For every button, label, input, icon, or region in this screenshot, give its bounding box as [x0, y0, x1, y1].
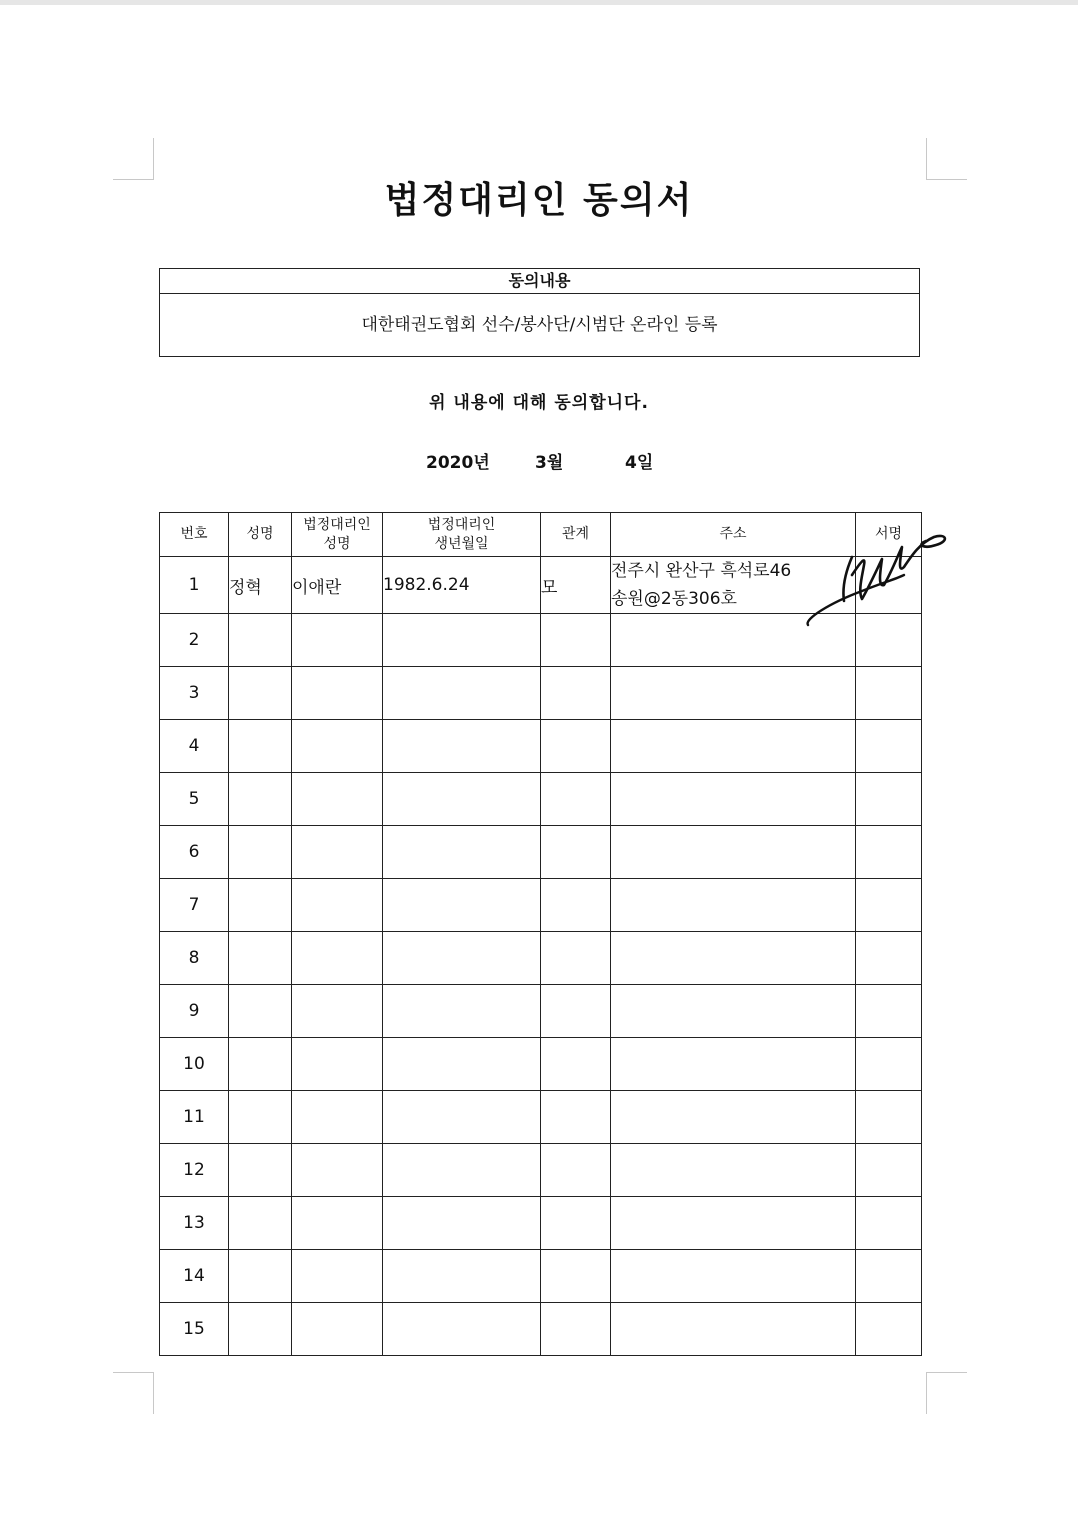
- cell-signature: [856, 1091, 922, 1144]
- cell-name: [229, 667, 292, 720]
- guardian-table: [159, 512, 922, 1356]
- cell-name: [229, 1303, 292, 1356]
- header-guardian-birth-line1: 법정대리인: [427, 516, 496, 533]
- consent-box: [159, 268, 920, 357]
- cell-address: [611, 826, 856, 879]
- header-address: 주소: [611, 513, 856, 557]
- document-title: 법정대리인 동의서: [384, 180, 694, 221]
- cell-signature: [856, 1144, 922, 1197]
- table-row: [160, 1038, 922, 1091]
- cell-guardian-birth: [383, 1197, 541, 1250]
- agreement-statement: 위 내용에 대해 동의합니다.: [429, 393, 649, 413]
- header-guardian-name: [292, 513, 383, 557]
- cell-no: 9: [160, 985, 229, 1038]
- table-row: [160, 773, 922, 826]
- crop-mark-bottom-left-h: [113, 1372, 154, 1373]
- cell-guardian-name: [292, 1091, 383, 1144]
- cell-address: [611, 1303, 856, 1356]
- cell-address: [611, 879, 856, 932]
- cell-guardian-birth: [383, 667, 541, 720]
- table-row: [160, 667, 922, 720]
- cell-no: 5: [160, 773, 229, 826]
- cell-no: 3: [160, 667, 229, 720]
- cell-name: [229, 614, 292, 667]
- cell-guardian-name: [292, 985, 383, 1038]
- cell-relation: [541, 1303, 611, 1356]
- cell-relation: [541, 826, 611, 879]
- crop-mark-bottom-right-v: [926, 1372, 927, 1414]
- cell-guardian-name: [292, 614, 383, 667]
- cell-guardian-birth: [383, 985, 541, 1038]
- cell-guardian-name: [292, 1303, 383, 1356]
- cell-guardian-birth: [383, 826, 541, 879]
- cell-guardian-birth: [383, 932, 541, 985]
- cell-guardian-name: [292, 1038, 383, 1091]
- cell-address: [611, 1091, 856, 1144]
- cell-relation: [541, 1144, 611, 1197]
- cell-relation: [541, 1091, 611, 1144]
- cell-address: [611, 773, 856, 826]
- cell-guardian-birth: [383, 1144, 541, 1197]
- cell-no: 4: [160, 720, 229, 773]
- cell-guardian-name: [292, 1144, 383, 1197]
- cell-guardian-birth: [383, 879, 541, 932]
- header-name: 성명: [229, 513, 292, 557]
- cell-no: 6: [160, 826, 229, 879]
- cell-signature: [856, 879, 922, 932]
- cell-relation: [541, 879, 611, 932]
- cell-address: [611, 1197, 856, 1250]
- cell-no: 12: [160, 1144, 229, 1197]
- cell-guardian-name: [292, 667, 383, 720]
- cell-guardian-name: [292, 773, 383, 826]
- handwritten-signature: [800, 515, 950, 630]
- date-year: 2020년: [426, 453, 490, 473]
- cell-guardian-birth: [383, 1038, 541, 1091]
- cell-signature: [856, 1250, 922, 1303]
- date-month: 3월: [535, 453, 564, 473]
- cell-guardian-name: [292, 932, 383, 985]
- cell-signature: [856, 1303, 922, 1356]
- cell-relation: [541, 1250, 611, 1303]
- cell-address: [611, 1144, 856, 1197]
- cell-guardian-birth: [383, 614, 541, 667]
- cell-name: [229, 1250, 292, 1303]
- cell-guardian-birth: 1982.6.24: [383, 557, 541, 614]
- cell-no: 10: [160, 1038, 229, 1091]
- header-signature: 서명: [856, 513, 922, 557]
- table-row: [160, 826, 922, 879]
- cell-name: [229, 932, 292, 985]
- table-row: [160, 720, 922, 773]
- cell-name: [229, 773, 292, 826]
- cell-no: 2: [160, 614, 229, 667]
- cell-address: [611, 667, 856, 720]
- cell-relation: [541, 667, 611, 720]
- cell-guardian-name: 이애란: [292, 557, 383, 614]
- cell-guardian-name: [292, 720, 383, 773]
- cell-name: 정혁: [229, 557, 292, 614]
- cell-name: [229, 1144, 292, 1197]
- cell-relation: 모: [541, 557, 611, 614]
- header-guardian-birth: [383, 513, 541, 557]
- cell-relation: [541, 1197, 611, 1250]
- cell-guardian-birth: [383, 1091, 541, 1144]
- cell-relation: [541, 720, 611, 773]
- cell-name: [229, 879, 292, 932]
- consent-header: 동의내용: [160, 269, 919, 294]
- cell-relation: [541, 932, 611, 985]
- address-line: 송원@2동306호: [611, 589, 737, 609]
- cell-relation: [541, 773, 611, 826]
- cell-signature: [856, 826, 922, 879]
- cell-address: [611, 1250, 856, 1303]
- cell-name: [229, 985, 292, 1038]
- cell-no: 1: [160, 557, 229, 614]
- table-row: [160, 932, 922, 985]
- cell-guardian-name: [292, 1197, 383, 1250]
- header-relation: 관계: [541, 513, 611, 557]
- cell-name: [229, 1197, 292, 1250]
- cell-guardian-birth: [383, 1303, 541, 1356]
- header-no: 번호: [160, 513, 229, 557]
- cell-no: 11: [160, 1091, 229, 1144]
- cell-name: [229, 1038, 292, 1091]
- table-row: [160, 1144, 922, 1197]
- date-day: 4일: [625, 453, 654, 473]
- cell-guardian-birth: [383, 773, 541, 826]
- header-guardian-name-line2: 성명: [323, 535, 351, 552]
- crop-mark-bottom-left-v: [153, 1372, 154, 1414]
- table-row: [160, 1303, 922, 1356]
- cell-address: [611, 932, 856, 985]
- table-row: [160, 1250, 922, 1303]
- cell-address: [611, 1038, 856, 1091]
- cell-name: [229, 1091, 292, 1144]
- cell-signature: [856, 667, 922, 720]
- cell-address: [611, 720, 856, 773]
- cell-no: 7: [160, 879, 229, 932]
- cell-relation: [541, 614, 611, 667]
- crop-mark-bottom-right-h: [926, 1372, 967, 1373]
- cell-signature: [856, 932, 922, 985]
- cell-signature: [856, 985, 922, 1038]
- header-guardian-name-line1: 법정대리인: [303, 516, 371, 533]
- cell-guardian-name: [292, 879, 383, 932]
- cell-address: [611, 985, 856, 1038]
- cell-signature: [856, 1197, 922, 1250]
- cell-no: 14: [160, 1250, 229, 1303]
- address-line: 전주시 완산구 흑석로46: [611, 561, 792, 581]
- cell-no: 8: [160, 932, 229, 985]
- cell-no: 15: [160, 1303, 229, 1356]
- cell-signature: [856, 720, 922, 773]
- cell-signature: [856, 773, 922, 826]
- cell-guardian-birth: [383, 1250, 541, 1303]
- cell-relation: [541, 1038, 611, 1091]
- header-guardian-birth-line2: 생년월일: [434, 535, 489, 552]
- cell-name: [229, 720, 292, 773]
- table-row: [160, 879, 922, 932]
- cell-guardian-name: [292, 826, 383, 879]
- consent-body: 대한태권도협회 선수/봉사단/시범단 온라인 등록: [361, 315, 718, 335]
- viewer-top-bar: [0, 0, 1078, 5]
- cell-signature: [856, 1038, 922, 1091]
- table-row: [160, 1197, 922, 1250]
- cell-guardian-name: [292, 1250, 383, 1303]
- table-row: [160, 985, 922, 1038]
- table-row: [160, 1091, 922, 1144]
- cell-guardian-birth: [383, 720, 541, 773]
- cell-no: 13: [160, 1197, 229, 1250]
- cell-name: [229, 826, 292, 879]
- cell-relation: [541, 985, 611, 1038]
